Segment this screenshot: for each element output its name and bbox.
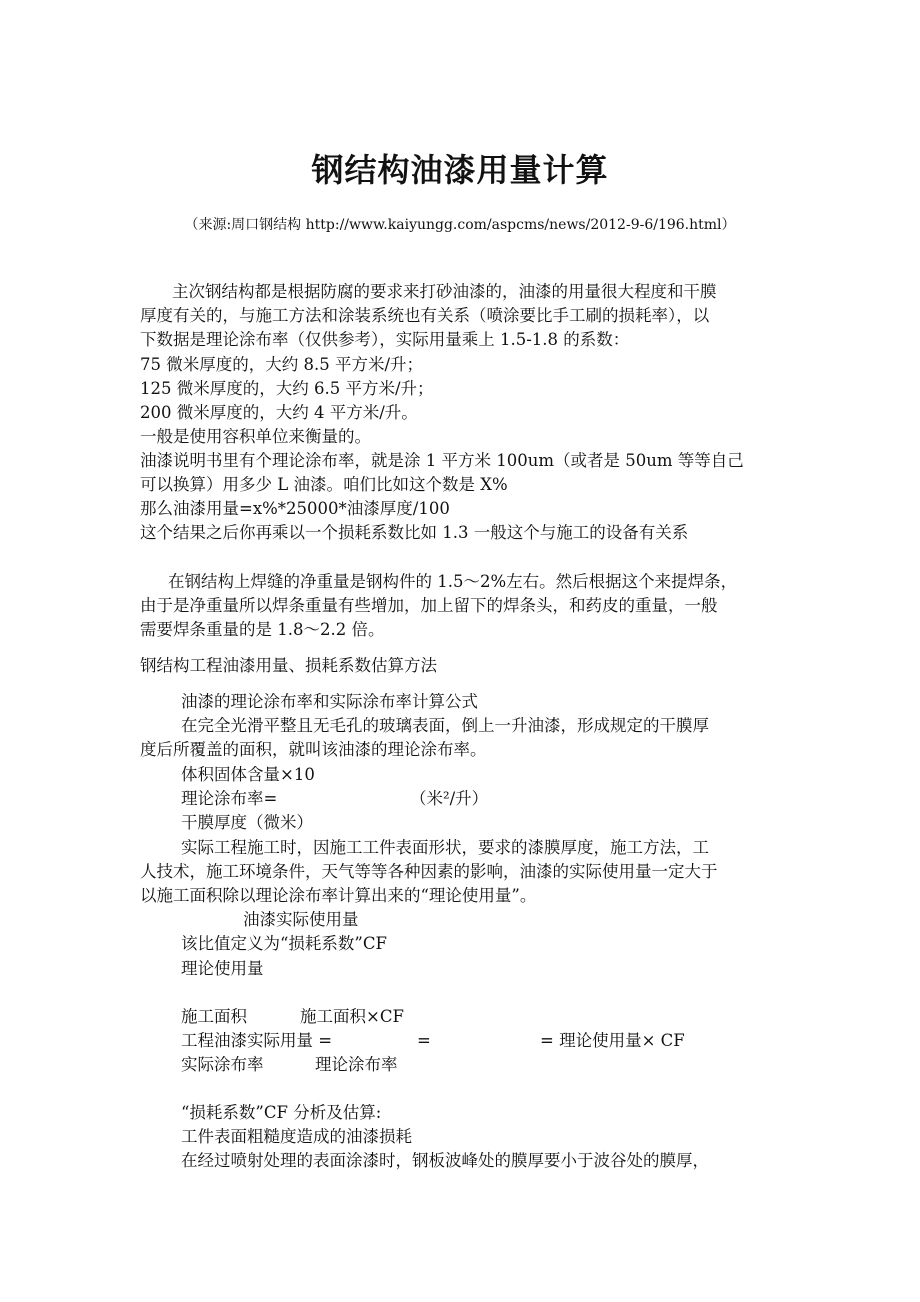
formula-denominator: 理论涂布率	[315, 1055, 398, 1074]
formula-rhs: = 理论使用量× CF	[540, 1031, 685, 1050]
page-title: 钢结构油漆用量计算	[311, 151, 609, 189]
section-heading: 钢结构工程油漆用量、损耗系数估算方法	[140, 656, 437, 675]
list-item: 75 微米厚度的，大约 8.5 平方米/升；	[140, 355, 424, 374]
paragraph-line: 厚度有关的，与施工方法和涂装系统也有关系（喷涂要比手工刷的损耗率），以	[140, 306, 710, 325]
text-line: 油漆说明书里有个理论涂布率，就是涂 1 平方米 100um（或者是 50um 等等自己	[140, 451, 744, 470]
formula-lhs: 该比值定义为“损耗系数”CF	[181, 934, 387, 953]
formula-equals: =	[417, 1031, 431, 1050]
paragraph-line: 实际工程施工时，因施工工件表面形状，要求的漆膜厚度，施工方法，工	[181, 838, 709, 857]
paragraph-line: 度后所覆盖的面积，就叫该油漆的理论涂布率。	[140, 740, 487, 759]
paragraph-line: 需要焊条重量的是 1.8～2.2 倍。	[140, 620, 385, 639]
paragraph-line: 在经过喷射处理的表面涂漆时，钢板波峰处的膜厚要小于波谷处的膜厚，	[181, 1151, 709, 1170]
list-item: 125 微米厚度的，大约 6.5 平方米/升；	[140, 379, 434, 398]
paragraph-line: 主次钢结构都是根据防腐的要求来打砂油漆的，油漆的用量很大程度和干膜	[172, 282, 717, 301]
paragraph-line: 以施工面积除以理论涂布率计算出来的“理论使用量”。	[140, 886, 537, 905]
formula-line: 那么油漆用量=x%*25000*油漆厚度/100	[140, 499, 450, 518]
subheading: “损耗系数”CF 分析及估算:	[181, 1103, 382, 1122]
paragraph-line: 在完全光滑平整且无毛孔的玻璃表面，倒上一升油漆，形成规定的干膜厚	[181, 716, 709, 735]
list-item: 200 微米厚度的，大约 4 平方米/升。	[140, 403, 418, 422]
formula-lhs: 工程油漆实际用量 =	[181, 1031, 333, 1050]
formula-lhs: 理论涂布率=	[181, 789, 278, 808]
formula-numerator: 油漆实际使用量	[243, 910, 359, 929]
formula-unit: （米²/升）	[410, 789, 489, 808]
paragraph-line: 下数据是理论涂布率（仅供参考），实际用量乘上 1.5-1.8 的系数：	[140, 330, 630, 349]
text-line: 这个结果之后你再乘以一个损耗系数比如 1.3 一般这个与施工的设备有关系	[140, 523, 689, 542]
formula-denominator: 实际涂布率	[181, 1055, 264, 1074]
paragraph-line: 由于是净重量所以焊条重量有些增加，加上留下的焊条头，和药皮的重量，一般	[140, 596, 718, 615]
text-line: 一般是使用容积单位来衡量的。	[140, 427, 371, 446]
subheading: 油漆的理论涂布率和实际涂布率计算公式	[181, 692, 478, 711]
formula-denominator: 理论使用量	[181, 959, 264, 978]
subheading: 工件表面粗糙度造成的油漆损耗	[181, 1127, 412, 1146]
source-line: （来源:周口钢结构 http://www.kaiyungg.com/aspcms/news/2012-9-6/196.html）	[184, 217, 736, 233]
formula-numerator: 施工面积	[181, 1007, 247, 1026]
paragraph-line: 在钢结构上焊缝的净重量是钢构件的 1.5～2%左右。然后根据这个来提焊条，	[168, 572, 738, 591]
formula-numerator: 施工面积×CF	[300, 1007, 404, 1026]
formula-numerator: 体积固体含量×10	[181, 765, 315, 784]
paragraph-line: 人技术，施工环境条件，天气等等各种因素的影响，油漆的实际使用量一定大于	[140, 862, 718, 881]
text-line: 可以换算）用多少 L 油漆。咱们比如这个数是 X%	[140, 475, 508, 494]
formula-denominator: 干膜厚度（微米）	[181, 813, 313, 832]
